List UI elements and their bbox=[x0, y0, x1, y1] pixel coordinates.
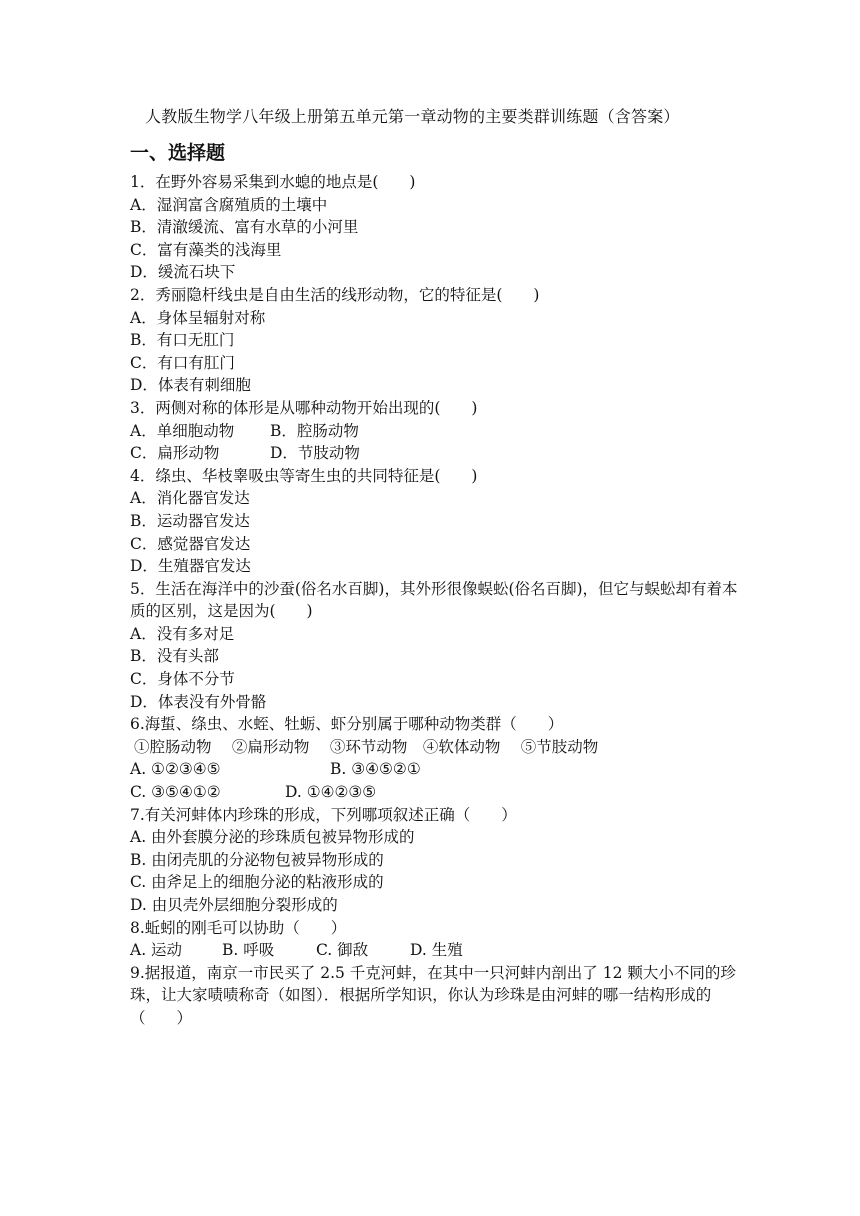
option-b: B. ③④⑤②① bbox=[330, 760, 421, 779]
option-b: B．有口无肛门 bbox=[130, 331, 235, 350]
option-a: A．单细胞动物 bbox=[130, 421, 235, 440]
option-c: C．扁形动物 bbox=[130, 444, 220, 463]
option-c: C．有口有肛门 bbox=[130, 353, 235, 372]
section-heading: 一、选择题 bbox=[130, 142, 226, 164]
option-c: C．身体不分节 bbox=[130, 670, 235, 689]
question-stem: 4．绦虫、华枝睾吸虫等寄生虫的共同特征是( ) bbox=[130, 466, 478, 485]
option-b: B．腔肠动物 bbox=[270, 421, 359, 440]
option-a: A．身体呈辐射对称 bbox=[130, 308, 266, 327]
option-c: C．感觉器官发达 bbox=[130, 534, 251, 553]
option-b: B．没有头部 bbox=[130, 647, 219, 666]
question-stem: 7.有关河蚌体内珍珠的形成，下列哪项叙述正确（ ） bbox=[130, 805, 517, 824]
option-d: D. 生殖 bbox=[410, 941, 463, 960]
option-d: D．体表没有外骨骼 bbox=[130, 692, 267, 711]
question-stem: 9.据报道，南京一市民买了 2.5 千克河蚌，在其中一只河蚌内剖出了 12 颗大小不同的珍珠，让大家啧啧称奇（如图）．根据所学知识，你认为珍珠是由河蚌的哪一结构形成的（ ） bbox=[130, 963, 736, 1027]
option-b: B．运动器官发达 bbox=[130, 511, 250, 530]
option-a: A．湿润富含腐殖质的土壤中 bbox=[130, 195, 328, 214]
option-row bbox=[130, 758, 738, 781]
option-b: B. 由闭壳肌的分泌物包被异物形成的 bbox=[130, 850, 384, 869]
question-stem: 5．生活在海洋中的沙蚕(俗名水百脚)，其外形很像蜈蚣(俗名百脚)，但它与蜈蚣却有着本质的区别，这是因为( ) bbox=[130, 579, 738, 621]
option-c: C. 由斧足上的细胞分泌的粘液形成的 bbox=[130, 873, 384, 892]
option-d: D．缓流石块下 bbox=[130, 263, 236, 282]
option-b: B．清澈缓流、富有水草的小河里 bbox=[130, 218, 359, 237]
question-stem: 2．秀丽隐杆线虫是自由生活的线形动物，它的特征是( ) bbox=[130, 285, 540, 304]
option-row bbox=[130, 781, 738, 804]
option-c: C. 御敌 bbox=[316, 941, 369, 960]
animal-groups: ①腔肠动物 ②扁形动物 ③环节动物 ④软体动物 ⑤节肢动物 bbox=[134, 737, 599, 756]
option-row bbox=[130, 420, 738, 443]
option-a: A. ①②③④⑤ bbox=[130, 760, 221, 779]
document-title: 人教版生物学八年级上册第五单元第一章动物的主要类群训练题（含答案） bbox=[145, 107, 680, 126]
question-stem: 3．两侧对称的体形是从哪种动物开始出现的( ) bbox=[130, 398, 478, 417]
option-b: B. 呼吸 bbox=[222, 941, 275, 960]
option-a: A. 由外套膜分泌的珍珠质包被异物形成的 bbox=[130, 828, 415, 847]
question-list bbox=[130, 171, 738, 1030]
option-row bbox=[130, 939, 738, 962]
option-d: D．生殖器官发达 bbox=[130, 557, 251, 576]
question-stem: 6.海蜇、绦虫、水蛭、牡蛎、虾分别属于哪种动物类群（ ） bbox=[130, 715, 564, 734]
option-a: A．没有多对足 bbox=[130, 624, 235, 643]
question-stem: 1．在野外容易采集到水螅的地点是( ) bbox=[130, 173, 416, 191]
option-c: C. ③⑤④①② bbox=[130, 783, 221, 802]
option-d: D. ①④②③⑤ bbox=[285, 783, 377, 802]
option-d: D．体表有刺细胞 bbox=[130, 376, 251, 395]
question-stem: 8.蚯蚓的刚毛可以协助（ ） bbox=[130, 918, 347, 937]
option-d: D．节肢动物 bbox=[270, 444, 360, 463]
option-row bbox=[130, 442, 738, 465]
option-c: C．富有藻类的浅海里 bbox=[130, 240, 282, 259]
option-d: D. 由贝壳外层细胞分裂形成的 bbox=[130, 896, 338, 914]
option-a: A．消化器官发达 bbox=[130, 489, 250, 508]
option-a: A. 运动 bbox=[130, 941, 183, 960]
